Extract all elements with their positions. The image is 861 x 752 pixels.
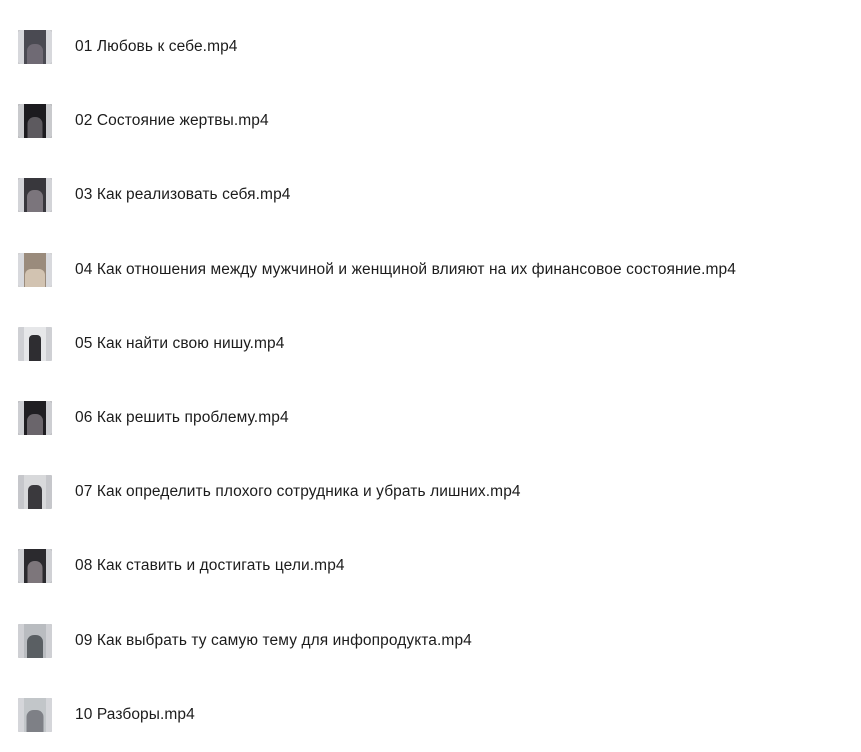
- file-name: 01 Любовь к себе.mp4: [75, 38, 238, 56]
- video-thumbnail-icon: [18, 401, 52, 435]
- list-item[interactable]: [0, 10, 861, 84]
- video-thumbnail-icon: [18, 327, 52, 361]
- list-item[interactable]: [0, 678, 861, 752]
- list-item[interactable]: [0, 455, 861, 529]
- file-name: 10 Разборы.mp4: [75, 705, 195, 723]
- list-item[interactable]: [0, 158, 861, 232]
- file-name: 03 Как реализовать себя.mp4: [75, 186, 291, 204]
- video-thumbnail-icon: [18, 104, 52, 138]
- file-name: 04 Как отношения между мужчиной и женщиной влияют на их финансовое состояние.mp4: [75, 260, 736, 278]
- list-item[interactable]: [0, 604, 861, 678]
- video-thumbnail-icon: [18, 178, 52, 212]
- file-name: 09 Как выбрать ту самую тему для инфопродукта.mp4: [75, 631, 472, 649]
- video-thumbnail-icon: [18, 475, 52, 509]
- list-item[interactable]: [0, 529, 861, 603]
- file-name: 07 Как определить плохого сотрудника и убрать лишних.mp4: [75, 483, 521, 501]
- file-name: 06 Как решить проблему.mp4: [75, 409, 289, 427]
- file-name: 05 Как найти свою нишу.mp4: [75, 334, 285, 352]
- list-item[interactable]: [0, 307, 861, 381]
- video-thumbnail-icon: [18, 698, 52, 732]
- list-item[interactable]: [0, 381, 861, 455]
- video-thumbnail-icon: [18, 549, 52, 583]
- video-thumbnail-icon: [18, 253, 52, 287]
- file-name: 08 Как ставить и достигать цели.mp4: [75, 557, 345, 575]
- file-name: 02 Состояние жертвы.mp4: [75, 112, 269, 130]
- video-thumbnail-icon: [18, 30, 52, 64]
- video-thumbnail-icon: [18, 624, 52, 658]
- list-item[interactable]: [0, 84, 861, 158]
- list-item[interactable]: [0, 233, 861, 307]
